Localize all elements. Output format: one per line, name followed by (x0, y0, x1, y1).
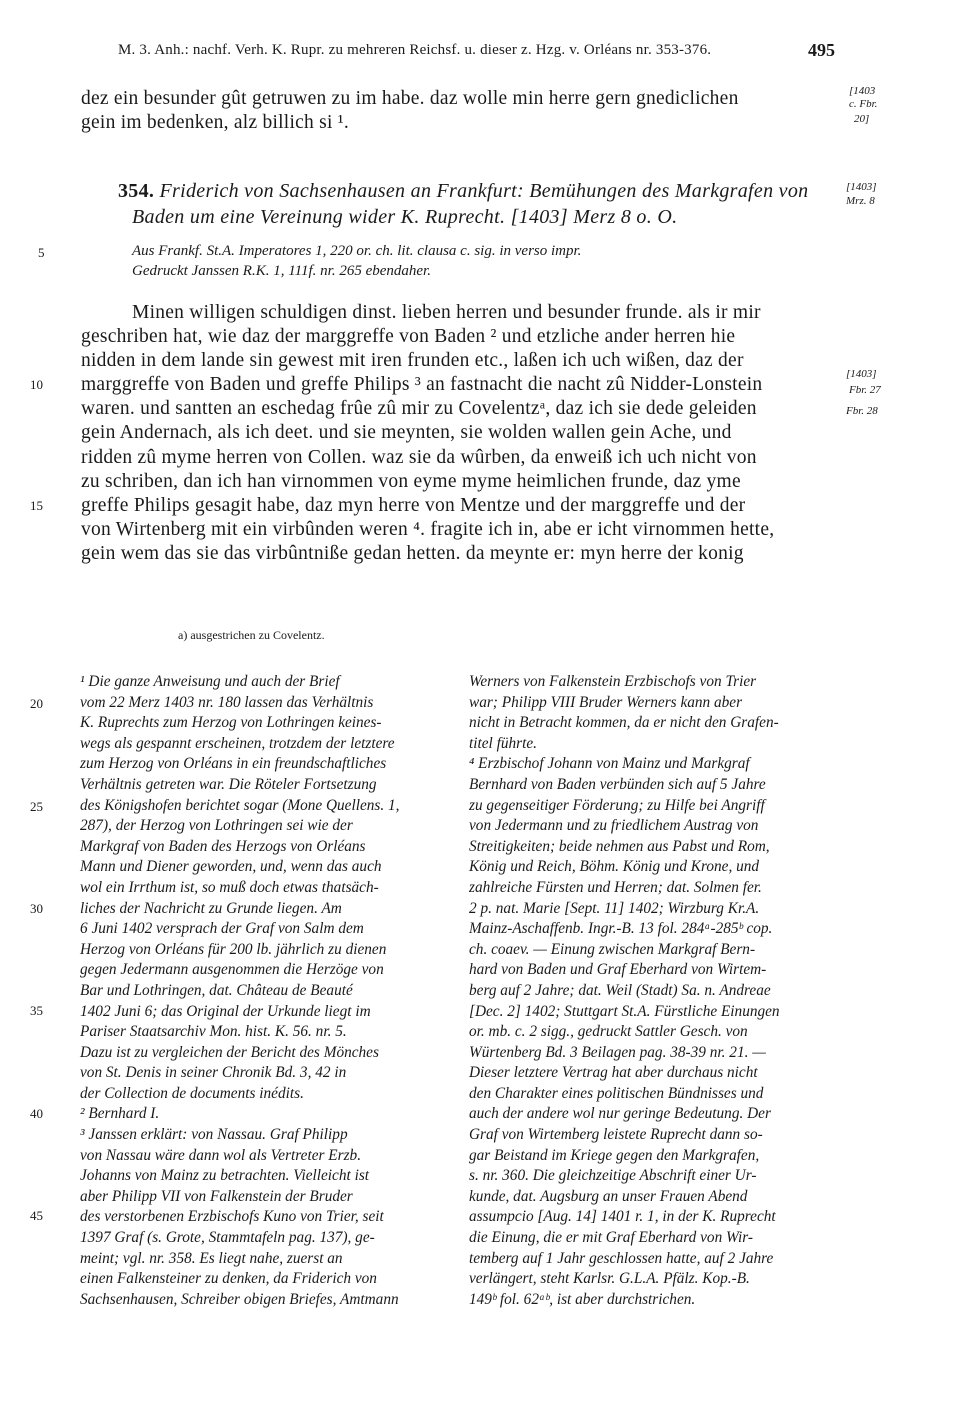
footnote-line: auch der andere wol nur geringe Bedeutung. Der (469, 1105, 771, 1123)
footnote-line: ⁴ Erzbischof Johann von Mainz und Markgraf (469, 755, 750, 773)
footnotes-right-column (469, 672, 844, 1310)
footnote-line: Würtenberg Bd. 3 Beilagen pag. 38-39 nr. 21. — (469, 1043, 766, 1061)
footnote-line: Johanns von Mainz zu betrachten. Vielleicht ist (80, 1167, 370, 1185)
footnote-line: ch. coaev. — Einung zwischen Markgraf Bern- (469, 940, 756, 958)
footnote-line: 1397 Graf (s. Grote, Stammtafeln pag. 137), ge- (80, 1229, 375, 1247)
footnote-line: 149ᵇ fol. 62ᵃᵇ, ist aber durchstrichen. (469, 1290, 696, 1308)
footnote-line: von Nassau wäre dann wol als Vertreter Erzb. (80, 1146, 362, 1164)
footnote-line: 1402 Juni 6; das Original der Urkunde liegt im (80, 1002, 371, 1020)
footnote-line: die Einung, die er mit Graf Eberhard von Wir- (469, 1229, 753, 1247)
footnote-line: Dieser letztere Vertrag hat aber durchaus nicht (469, 1064, 758, 1082)
footnote-line: ³ Janssen erklärt: von Nassau. Graf Philipp (80, 1126, 348, 1144)
margin-date: c. Fbr. (849, 98, 878, 110)
page-number: 495 (808, 40, 835, 60)
footnote-line: zum Herzog von Orléans in ein freundschaftliches (80, 755, 387, 773)
text-line: greffe Philips gesagit habe, daz myn herre von Mentze und der marggreffe und der (81, 495, 746, 516)
line-number: 10 (30, 377, 43, 392)
footnote-line: der Collection de documents inédits. (80, 1084, 304, 1102)
footnote-line: kunde, dat. Augsburg an unser Frauen Abend (469, 1187, 748, 1205)
text-line: gein wem das sie das virbûntniße gedan hetten. da meynte er: myn herre der konig (81, 543, 744, 564)
footnote-line: Bar und Lothringen, dat. Château de Beauté (80, 981, 353, 999)
footnote-line: Streitigkeiten; beide nehmen aus Pabst und Rom, (469, 837, 770, 855)
footnote-line: aber Philipp VII von Falkenstein der Bruder (80, 1187, 353, 1205)
text-line: zu schriben, dan ich han virnommen von eyme myme heimlichen frunde, daz yme (81, 471, 741, 492)
margin-date: [1403] (846, 368, 877, 380)
footnote-line: 2 p. nat. Marie [Sept. 11] 1402; Wirzburg Kr.A. (469, 899, 760, 917)
text-line: waren. und santten an eschedag frûe zû mir zu Covelentzᵃ, daz ich sie dede geleiden (81, 398, 757, 419)
footnote-line: hard von Baden und Graf Eberhard von Wirtem- (469, 961, 767, 979)
footnote-line: Sachsenhausen, Schreiber obigen Briefes, Amtmann (80, 1290, 399, 1308)
footnote-line: Werners von Falkenstein Erzbischofs von Trier (469, 673, 757, 690)
margin-date: Fbr. 28 (846, 405, 878, 417)
text-line: marggreffe von Baden und greffe Philips ³ an fastnacht die nacht zû Nidder-Lonstein (81, 374, 763, 395)
footnote-line: 6 Juni 1402 versprach der Graf von Salm dem (80, 920, 364, 938)
footnote-line: Graf von Wirtemberg leistete Ruprecht dann so- (469, 1126, 763, 1144)
footnote-line: des Königshofen berichtet sogar (Mone Quellens. 1, (80, 796, 400, 814)
footnote-line: König und Reich, Böhm. König und Krone, und (469, 858, 760, 876)
footnote-line: Verhältnis getreten war. Die Röteler Fortsetzung (80, 775, 377, 793)
footnote-line: des verstorbenen Erzbischofs Kuno von Trier, seit (80, 1208, 384, 1226)
footnote-line: zu gegenseitiger Förderung; zu Hilfe bei Angriff (469, 796, 765, 814)
footnote-line: temberg auf 1 Jahr geschlossen hatte, auf 2 Jahre (469, 1249, 774, 1267)
footnote-line: Markgraf von Baden des Herzogs von Orléans (80, 837, 366, 855)
line-number: 30 (30, 901, 43, 916)
footnote-line: den Charakter eines politischen Bündnisses und (469, 1084, 764, 1102)
text-line: Minen willigen schuldigen dinst. lieben herren und besunder frunde. als ir mir (132, 302, 761, 323)
footnote-line: wol ein Irrthum ist, so muß doch etwas thatsäch- (80, 878, 379, 896)
footnote-line: von St. Denis in seiner Chronik Bd. 3, 42 in (80, 1064, 347, 1082)
line-number: 45 (30, 1208, 43, 1223)
margin-date: 20] (854, 113, 870, 125)
footnote-line: von Jedermann und zu friedlichem Austrag von (469, 817, 759, 835)
footnote-line: berg auf 2 Jahre; dat. Weil (Stadt) Sa. n. Andreae (469, 981, 771, 999)
margin-date: Mrz. 8 (846, 195, 875, 207)
line-number: 40 (30, 1106, 43, 1121)
footnote-line: nicht in Betracht kommen, da er nicht den Grafen- (469, 714, 779, 732)
margin-date: [1403] (846, 181, 877, 193)
document-title (118, 180, 808, 203)
text-line: gein Andernach, als ich deet. und sie meynten, sie wolden wallen gein Ache, und (81, 422, 732, 443)
document-number: 354. (118, 180, 155, 202)
footnote-line: Dazu ist zu vergleichen der Bericht des Mönches (80, 1043, 379, 1061)
text-line: von Wirtenberg mit ein virbûnden weren ⁴. fragite ich in, abe er icht virnommen hette, (81, 519, 775, 540)
footnote-line: gegen Jedermann ausgenommen die Herzöge von (80, 961, 384, 979)
text-line: gein im bedenken, alz billich si ¹. (81, 112, 350, 133)
footnote-line: zahlreiche Fürsten und Herren; dat. Solmen fer. (469, 878, 762, 896)
footnote-line: verlängert, steht Karlsr. G.L.A. Pfälz. Kop.-B. (469, 1270, 750, 1288)
running-header: M. 3. Anh.: nachf. Verh. K. Rupr. zu mehreren Reichsf. u. dieser z. Hzg. v. Orléans nr. 353-376. (118, 42, 712, 58)
source-line: Gedruckt Janssen R.K. 1, 111f. nr. 265 ebendaher. (132, 263, 431, 279)
text-line: ridden zû myme herren von Collen. waz sie da wûrben, da enweiß ich uch nicht von (81, 447, 757, 468)
footnote-line: Bernhard von Baden verbünden sich auf 5 Jahre (469, 775, 766, 793)
text-line: nidden in dem lande sin gewest mit iren frunden etc., laßen ich uch wißen, daz der (81, 350, 744, 371)
line-number: 35 (30, 1003, 43, 1018)
footnote-line: vom 22 Merz 1403 nr. 180 lassen das Verhältnis (80, 693, 374, 711)
footnote-line: ¹ Die ganze Anweisung und auch der Brief (80, 673, 340, 690)
footnote-line: gar Beistand im Kriege gegen den Markgrafen, (469, 1146, 760, 1164)
apparatus-note: a) ausgestrichen zu Covelentz. (178, 628, 325, 642)
document-title-line2: Baden um eine Vereinung wider K. Ruprecht. [1403] Merz 8 o. O. (132, 206, 678, 228)
footnote-line: Mann und Diener geworden, und, wenn das auch (80, 858, 382, 876)
footnote-line: K. Ruprechts zum Herzog von Lothringen keines- (80, 714, 382, 732)
footnote-line: titel führte. (469, 734, 537, 752)
footnote-line: Herzog von Orléans für 200 lb. jährlich zu dienen (80, 940, 387, 958)
title-text: Friderich von Sachsenhausen an Frankfurt: Bemühungen des Markgrafen von (159, 180, 809, 202)
footnote-line: wegs als gespannt erscheinen, trotzdem der letztere (80, 734, 395, 752)
footnotes-left-column (80, 672, 452, 1310)
footnote-line: einen Falkensteiner zu denken, da Friderich von (80, 1270, 377, 1288)
footnote-line: s. nr. 360. Die gleichzeitige Abschrift einer Ur- (469, 1167, 757, 1185)
footnote-line: liches der Nachricht zu Grunde liegen. Am (80, 899, 342, 917)
footnote-line: 287), der Herzog von Lothringen sei wie der (80, 817, 353, 835)
source-line: Aus Frankf. St.A. Imperatores 1, 220 or. ch. lit. clausa c. sig. in verso impr. (132, 243, 582, 259)
line-number: 5 (38, 245, 45, 260)
footnote-line: [Dec. 2] 1402; Stuttgart St.A. Fürstliche Einungen (469, 1002, 780, 1020)
line-number: 15 (30, 498, 43, 513)
line-number: 20 (30, 696, 43, 711)
margin-date: Fbr. 27 (849, 384, 881, 396)
footnote-line: war; Philipp VIII Bruder Werners kann aber (469, 693, 743, 711)
footnote-line: ² Bernhard I. (80, 1105, 160, 1123)
text-line: geschriben hat, wie daz der marggreffe von Baden ² und etzliche ander herren hie (81, 326, 736, 347)
margin-date: [1403 (849, 85, 876, 97)
footnote-line: or. mb. c. 2 sigg., gedruckt Sattler Gesch. von (469, 1023, 748, 1041)
footnote-line: Pariser Staatsarchiv Mon. hist. K. 56. nr. 5. (80, 1023, 347, 1041)
footnote-line: meint; vgl. nr. 358. Es liegt nahe, zuerst an (80, 1249, 343, 1267)
text-line: dez ein besunder gût getruwen zu im habe. daz wolle min herre gern gnediclichen (81, 88, 739, 109)
footnote-line: Mainz-Aschaffenb. Ingr.-B. 13 fol. 284ᵃ-285ᵇ cop. (469, 920, 773, 938)
line-number: 25 (30, 799, 43, 814)
footnote-line: assumpcio [Aug. 14] 1401 r. 1, in der K. Ruprecht (469, 1208, 776, 1226)
